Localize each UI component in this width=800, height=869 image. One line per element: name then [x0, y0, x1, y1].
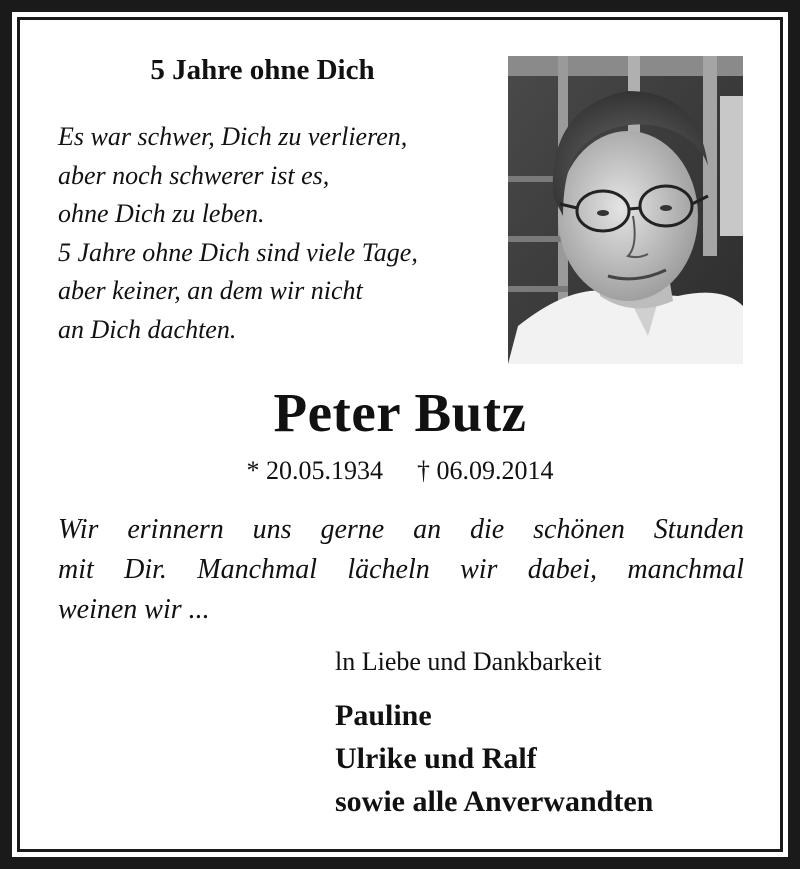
memory-line: mit Dir. Manchmal lächeln wir dabei, manchmal — [58, 554, 744, 585]
memory-text — [58, 510, 744, 630]
poem-line: an Dich dachten. — [58, 314, 237, 344]
poem-line: ohne Dich zu leben. — [58, 199, 265, 228]
closing-phrase: ln Liebe und Dankbarkeit — [335, 647, 602, 676]
life-dates — [0, 454, 800, 488]
deceased-name: Peter Butz — [273, 382, 527, 443]
portrait-photo — [508, 56, 743, 364]
birth-date: * 20.05.1934 — [246, 456, 383, 485]
memory-line: weinen wir ... — [58, 594, 210, 625]
poem-line: aber noch schwerer ist es, — [58, 160, 330, 190]
heading: 5 Jahre ohne Dich — [150, 54, 375, 86]
poem — [58, 118, 488, 349]
poem-line: 5 Jahre ohne Dich sind viele Tage, — [58, 237, 418, 267]
signer: Ulrike und Ralf — [335, 742, 537, 775]
death-date: † 06.09.2014 — [417, 456, 554, 485]
poem-line: Es war schwer, Dich zu verlieren, — [58, 122, 408, 151]
signers — [335, 694, 653, 823]
poem-line: aber keiner, an dem wir nicht — [58, 276, 363, 305]
signer: Pauline — [335, 699, 432, 732]
memory-line: Wir erinnern uns gerne an die schönen Stunden — [58, 514, 744, 545]
signer: sowie alle Anverwandten — [335, 785, 654, 818]
